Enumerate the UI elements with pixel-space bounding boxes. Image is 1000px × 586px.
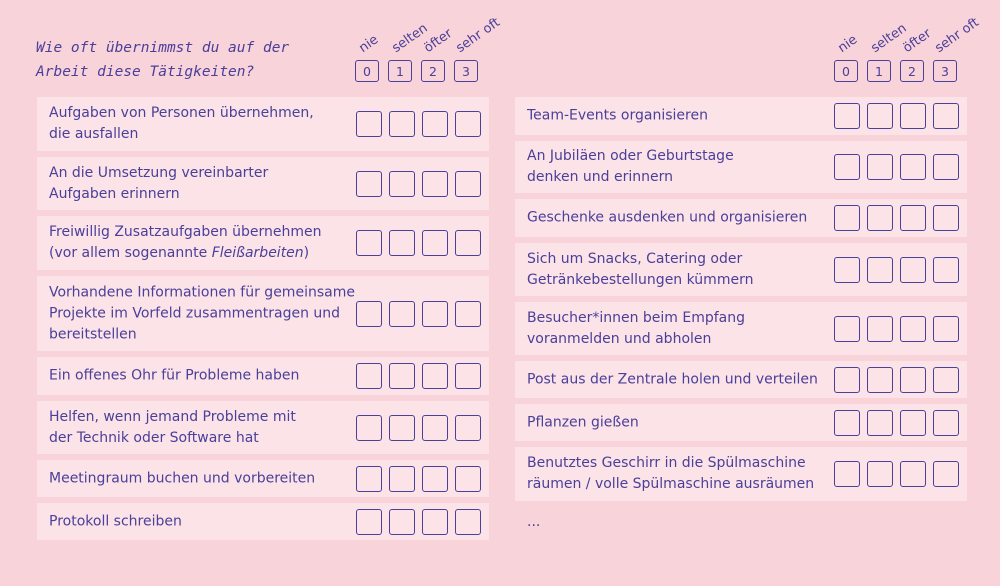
checkbox-nie[interactable] (834, 316, 860, 342)
scale-label-selten: selten (389, 20, 431, 56)
checkbox-oefter[interactable] (422, 509, 448, 535)
checkbox-nie[interactable] (356, 509, 382, 535)
activity-label: Protokoll schreiben (49, 513, 182, 529)
scale-value-1: 1 (388, 60, 412, 82)
activity-row (515, 141, 967, 193)
checkbox-selten[interactable] (389, 230, 415, 256)
checkbox-oefter[interactable] (900, 461, 926, 487)
checkbox-selten[interactable] (867, 316, 893, 342)
activity-label: Pflanzen gießen (527, 414, 639, 430)
checkbox-sehr-oft[interactable] (933, 316, 959, 342)
checkbox-oefter[interactable] (422, 171, 448, 197)
checkbox-selten[interactable] (389, 363, 415, 389)
activity-label: An Jubiläen oder Geburtstage denken und erinnern (527, 148, 734, 185)
checkbox-selten[interactable] (867, 257, 893, 283)
checkbox-oefter[interactable] (422, 363, 448, 389)
checkbox-oefter[interactable] (900, 103, 926, 129)
checkbox-nie[interactable] (834, 205, 860, 231)
checkbox-oefter[interactable] (900, 367, 926, 393)
scale-value-3: 3 (933, 60, 957, 82)
checkbox-sehr-oft[interactable] (455, 230, 481, 256)
activity-label: Besucher*innen beim Empfang voranmelden und abholen (527, 309, 746, 347)
scale-label-selten: selten (868, 20, 910, 56)
checkbox-sehr-oft[interactable] (933, 367, 959, 393)
activity-row (515, 97, 967, 135)
checkbox-sehr-oft[interactable] (933, 257, 959, 283)
checkbox-sehr-oft[interactable] (455, 111, 481, 137)
activity-row (515, 302, 967, 355)
activity-label: Benutztes Geschirr in die Spülmaschine räumen / volle Spülmaschine ausräumen (527, 455, 815, 492)
activity-label: Post aus der Zentrale holen und verteilen (527, 371, 818, 387)
scale-value-2: 2 (900, 60, 924, 82)
scale-label-sehr-oft: sehr oft (453, 15, 503, 56)
checkbox-selten[interactable] (389, 466, 415, 492)
scale-value-0: 0 (834, 60, 858, 82)
activity-label: Helfen, wenn jemand Probleme mit der Technik oder Software hat (49, 408, 296, 446)
checkbox-nie[interactable] (356, 301, 382, 327)
checkbox-sehr-oft[interactable] (933, 410, 959, 436)
checkbox-sehr-oft[interactable] (455, 171, 481, 197)
scale-header-left (355, 10, 503, 84)
checkbox-sehr-oft[interactable] (933, 154, 959, 180)
checkbox-sehr-oft[interactable] (455, 466, 481, 492)
checkbox-selten[interactable] (867, 205, 893, 231)
checkbox-selten[interactable] (389, 301, 415, 327)
activity-row (515, 447, 967, 501)
checkbox-selten[interactable] (389, 415, 415, 441)
activity-row (37, 276, 489, 351)
checkbox-nie[interactable] (356, 415, 382, 441)
scale-label-oefter: öfter (900, 26, 935, 56)
activity-label: Sich um Snacks, Catering oder Getränkebestellungen kümmern (527, 250, 754, 288)
checkbox-oefter[interactable] (900, 205, 926, 231)
checkbox-selten[interactable] (867, 367, 893, 393)
activity-label: Vorhandene Informationen für gemeinsame Projekte im Vorfeld zusammentragen und bereitstellen (49, 284, 355, 342)
checkbox-nie[interactable] (356, 230, 382, 256)
checkbox-nie[interactable] (356, 171, 382, 197)
activity-row (37, 157, 489, 210)
checkbox-selten[interactable] (389, 509, 415, 535)
activity-row (515, 361, 967, 398)
checkbox-sehr-oft[interactable] (933, 103, 959, 129)
activity-label: Meetingraum buchen und vorbereiten (49, 470, 316, 486)
more-items-ellipsis: ... (527, 514, 541, 530)
checkbox-oefter[interactable] (900, 154, 926, 180)
scale-value-1: 1 (867, 60, 891, 82)
activity-label: Geschenke ausdenken und organisieren (527, 209, 808, 226)
activity-row (37, 357, 489, 395)
checkbox-sehr-oft[interactable] (933, 461, 959, 487)
scale-value-3: 3 (454, 60, 478, 82)
question-title-line-2: Arbeit diese Tätigkeiten? (36, 64, 255, 80)
scale-header-right (834, 10, 982, 84)
scale-label-nie: nie (356, 32, 382, 56)
checkbox-sehr-oft[interactable] (933, 205, 959, 231)
checkbox-selten[interactable] (867, 103, 893, 129)
checkbox-oefter[interactable] (900, 410, 926, 436)
activity-row (515, 404, 967, 441)
activity-row (37, 97, 489, 151)
scale-label-sehr-oft: sehr oft (932, 15, 982, 56)
checkbox-oefter[interactable] (900, 257, 926, 283)
checkbox-selten[interactable] (389, 111, 415, 137)
checkbox-nie[interactable] (834, 103, 860, 129)
checkbox-nie[interactable] (356, 111, 382, 137)
question-title (36, 36, 289, 84)
checkbox-nie[interactable] (834, 154, 860, 180)
checkbox-oefter[interactable] (422, 415, 448, 441)
checkbox-nie[interactable] (834, 410, 860, 436)
scale-label-oefter: öfter (421, 26, 456, 56)
checkbox-nie[interactable] (356, 363, 382, 389)
activity-row (37, 460, 489, 497)
question-title-line-1: Wie oft übernimmst du auf der (36, 40, 290, 56)
activity-label: Aufgaben von Personen übernehmen, die ausfallen (49, 105, 314, 142)
checkbox-nie[interactable] (834, 367, 860, 393)
checkbox-nie[interactable] (356, 466, 382, 492)
checkbox-nie[interactable] (834, 461, 860, 487)
scale-label-nie: nie (835, 32, 861, 56)
activity-label: Team-Events organisieren (527, 107, 708, 124)
checkbox-oefter[interactable] (422, 111, 448, 137)
scale-value-2: 2 (421, 60, 445, 82)
checkbox-oefter[interactable] (422, 301, 448, 327)
checkbox-sehr-oft[interactable] (455, 363, 481, 389)
activity-label: Freiwillig Zusatzaufgaben übernehmen (vor allem sogenannte Fleißarbeiten) (49, 224, 322, 261)
checkbox-sehr-oft[interactable] (455, 301, 481, 327)
activity-label: Ein offenes Ohr für Probleme haben (49, 367, 300, 384)
checkbox-oefter[interactable] (422, 466, 448, 492)
checkbox-selten[interactable] (867, 410, 893, 436)
checkbox-oefter[interactable] (422, 230, 448, 256)
activity-row (515, 199, 967, 237)
activity-row (37, 216, 489, 270)
scale-value-0: 0 (355, 60, 379, 82)
checkbox-nie[interactable] (834, 257, 860, 283)
activity-row (37, 401, 489, 454)
checkbox-sehr-oft[interactable] (455, 509, 481, 535)
checkbox-selten[interactable] (867, 154, 893, 180)
checkbox-sehr-oft[interactable] (455, 415, 481, 441)
checkbox-selten[interactable] (867, 461, 893, 487)
checkbox-selten[interactable] (389, 171, 415, 197)
activity-row (515, 243, 967, 296)
activity-row (37, 503, 489, 540)
activity-label: An die Umsetzung vereinbarter Aufgaben erinnern (49, 164, 269, 202)
checkbox-oefter[interactable] (900, 316, 926, 342)
